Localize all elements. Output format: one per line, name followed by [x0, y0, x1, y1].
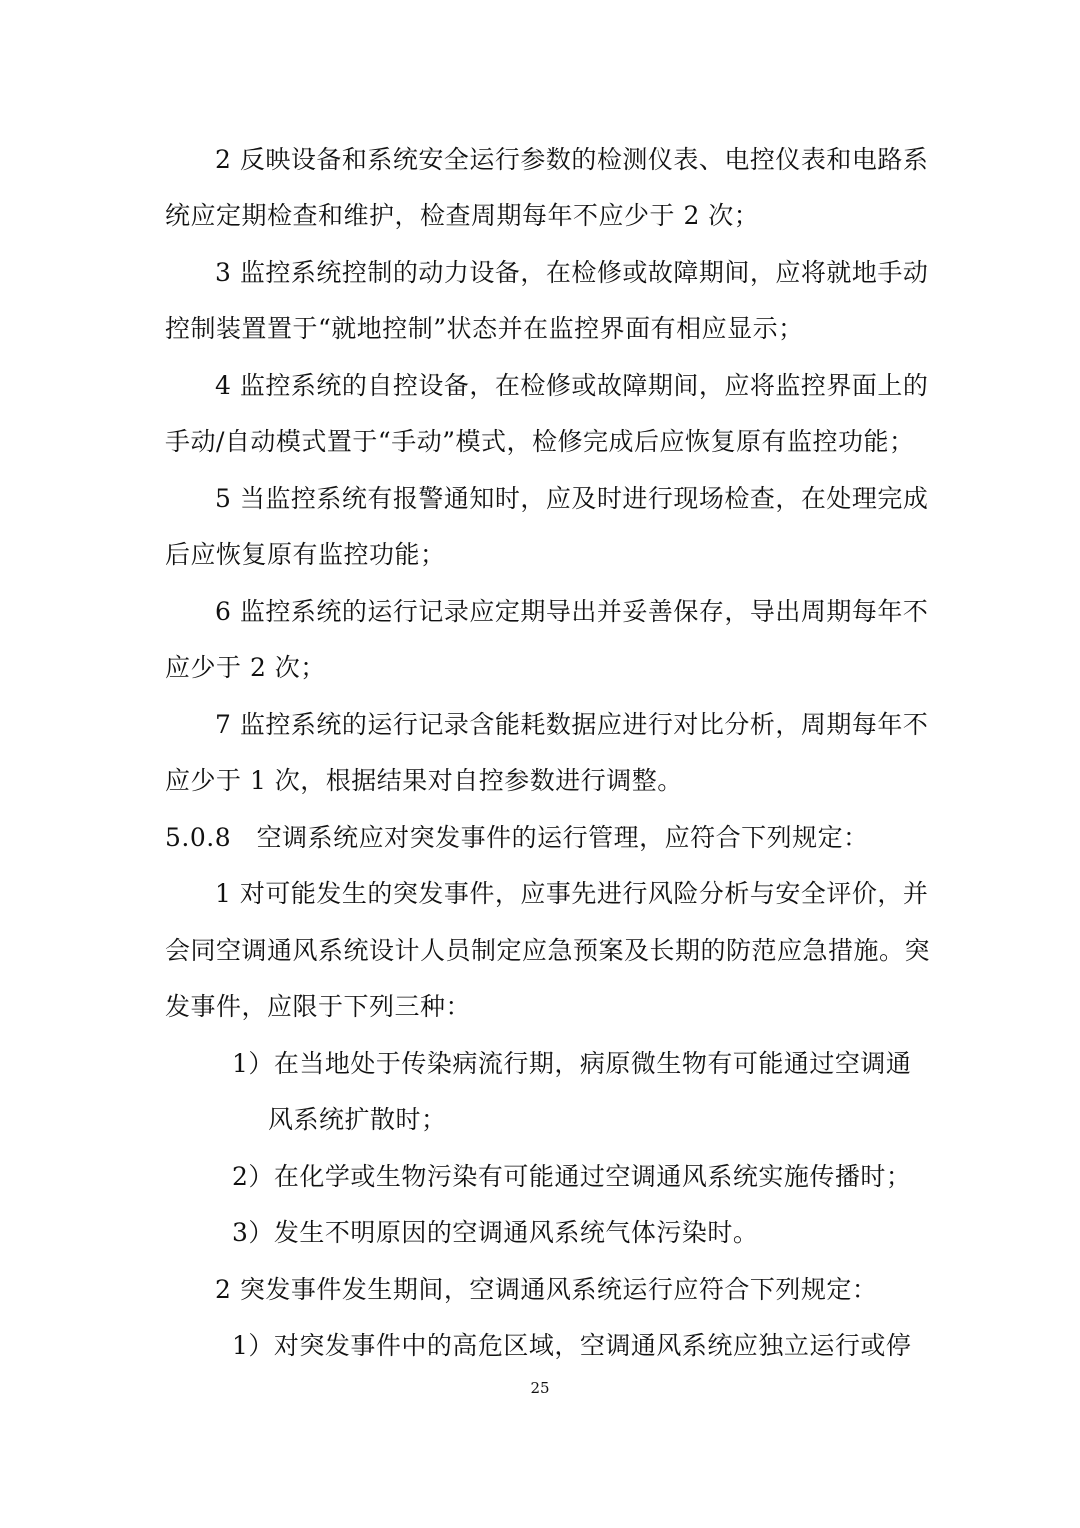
text-line: 应少于 2 次； [165, 653, 326, 682]
text-line: 手动/自动模式置于“手动”模式，检修完成后应恢复原有监控功能； [165, 427, 915, 456]
text-line: 控制装置置于“就地控制”状态并在监控界面有相应显示； [165, 314, 804, 343]
text-line: 3 监控系统控制的动力设备，在检修或故障期间，应将就地手动 [215, 258, 929, 287]
text-line: 7 监控系统的运行记录含能耗数据应进行对比分析，周期每年不 [215, 710, 929, 739]
list-item: 3）发生不明原因的空调通风系统气体污染时。 [232, 1218, 759, 1247]
section-heading: 5.0.8 空调系统应对突发事件的运行管理，应符合下列规定： [165, 823, 869, 852]
list-item: 2）在化学或生物污染有可能通过空调通风系统实施传播时； [232, 1162, 912, 1191]
text-line: 1 对可能发生的突发事件，应事先进行风险分析与安全评价，并 [215, 879, 929, 908]
text-line: 6 监控系统的运行记录应定期导出并妥善保存，导出周期每年不 [215, 597, 929, 626]
text-line: 统应定期检查和维护，检查周期每年不应少于 2 次； [165, 201, 760, 230]
text-line: 4 监控系统的自控设备，在检修或故障期间，应将监控界面上的 [215, 371, 929, 400]
text-line: 2 突发事件发生期间，空调通风系统运行应符合下列规定： [215, 1275, 878, 1304]
text-line: 会同空调通风系统设计人员制定应急预案及长期的防范应急措施。突 [165, 936, 931, 965]
text-line: 5 当监控系统有报警通知时，应及时进行现场检查，在处理完成 [215, 484, 929, 513]
list-item: 1）对突发事件中的高危区域，空调通风系统应独立运行或停 [232, 1331, 912, 1360]
list-item: 1）在当地处于传染病流行期，病原微生物有可能通过空调通 [232, 1049, 912, 1078]
text-line: 2 反映设备和系统安全运行参数的检测仪表、电控仪表和电路系 [215, 145, 929, 174]
text-line: 应少于 1 次，根据结果对自控参数进行调整。 [165, 766, 683, 795]
page-number: 25 [530, 1379, 550, 1397]
text-line: 发事件，应限于下列三种： [165, 992, 472, 1021]
list-item-continuation: 风系统扩散时； [268, 1105, 447, 1134]
text-line: 后应恢复原有监控功能； [165, 540, 446, 569]
